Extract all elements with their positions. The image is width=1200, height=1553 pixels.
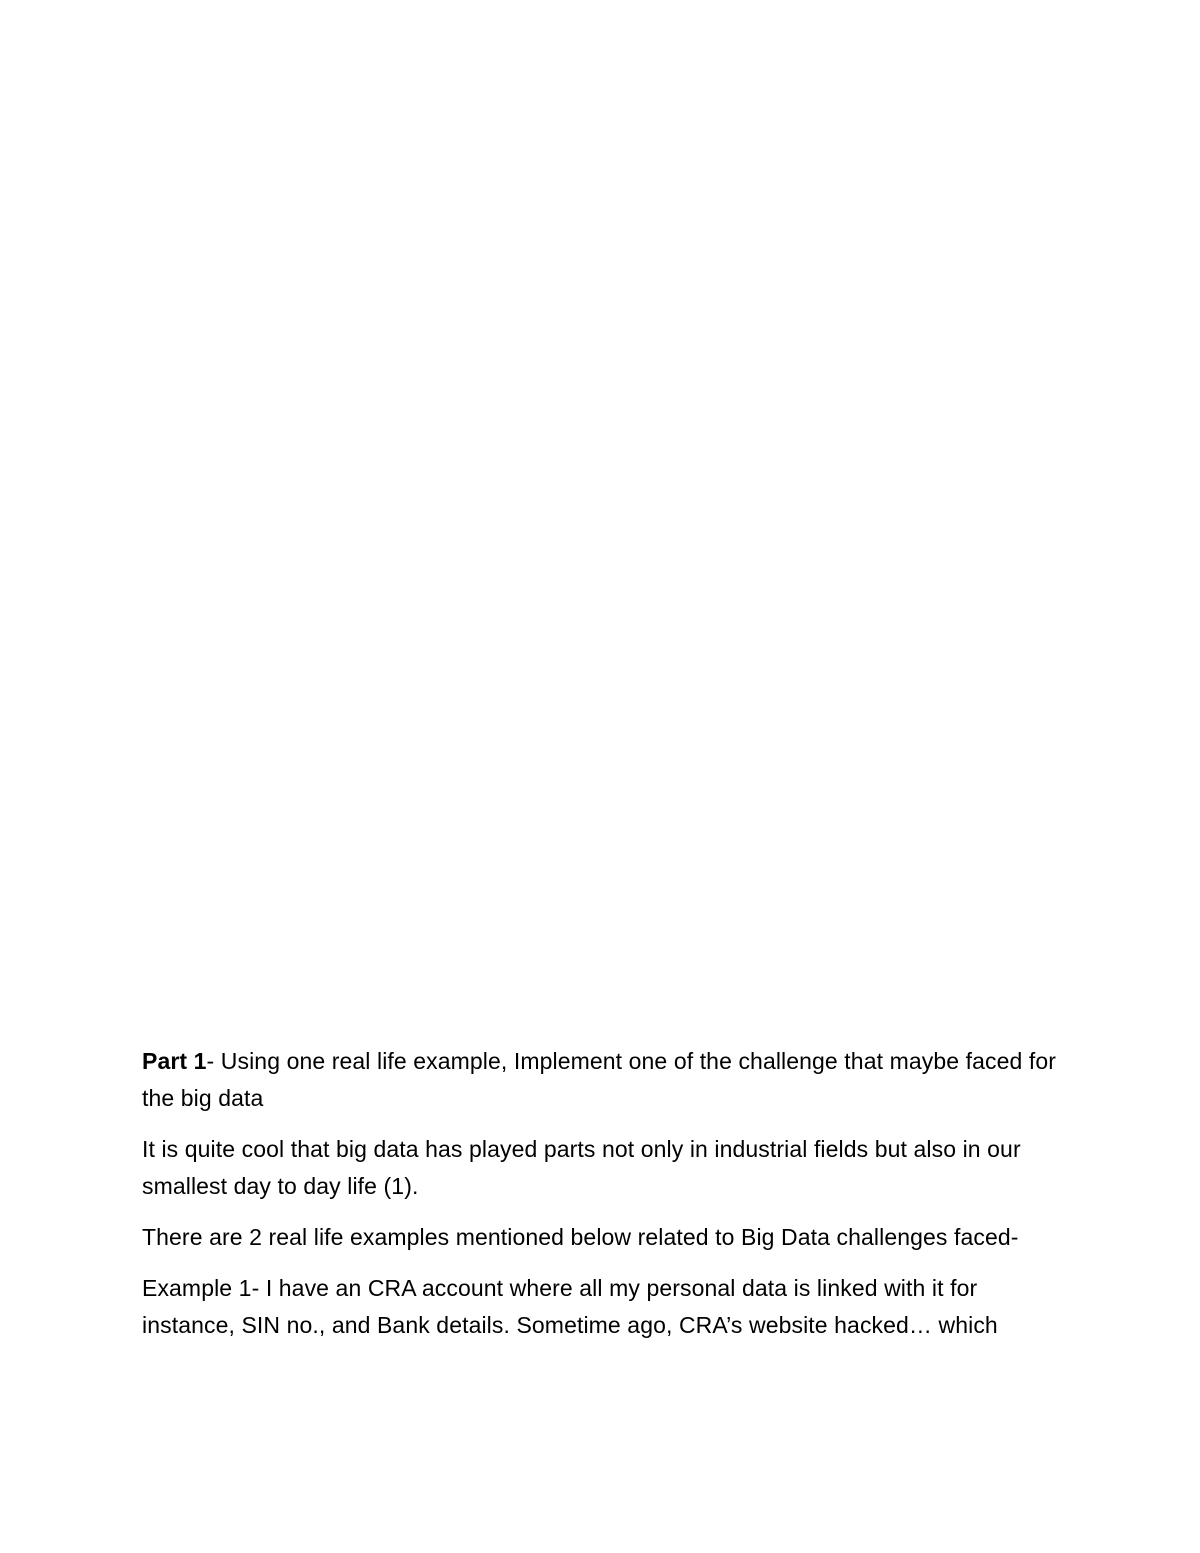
examples-intro-paragraph: There are 2 real life examples mentioned below related to Big Data challenges faced-	[142, 1224, 1019, 1250]
part-question-text: - Using one real life example, Implement one of the challenge that maybe faced for the big data	[142, 1048, 1056, 1111]
part-label: Part 1	[142, 1048, 207, 1074]
example-1-paragraph: Example 1- I have an CRA account where all my personal data is linked with it for instance, SIN no., and Bank details. Sometime ago, CRA’s website hacked… which	[142, 1275, 998, 1338]
part-heading-paragraph	[142, 1043, 1072, 1117]
document-body	[142, 1043, 1072, 1358]
intro-paragraph: It is quite cool that big data has played parts not only in industrial fields but also in our smallest day to day life (1).	[142, 1136, 1021, 1199]
